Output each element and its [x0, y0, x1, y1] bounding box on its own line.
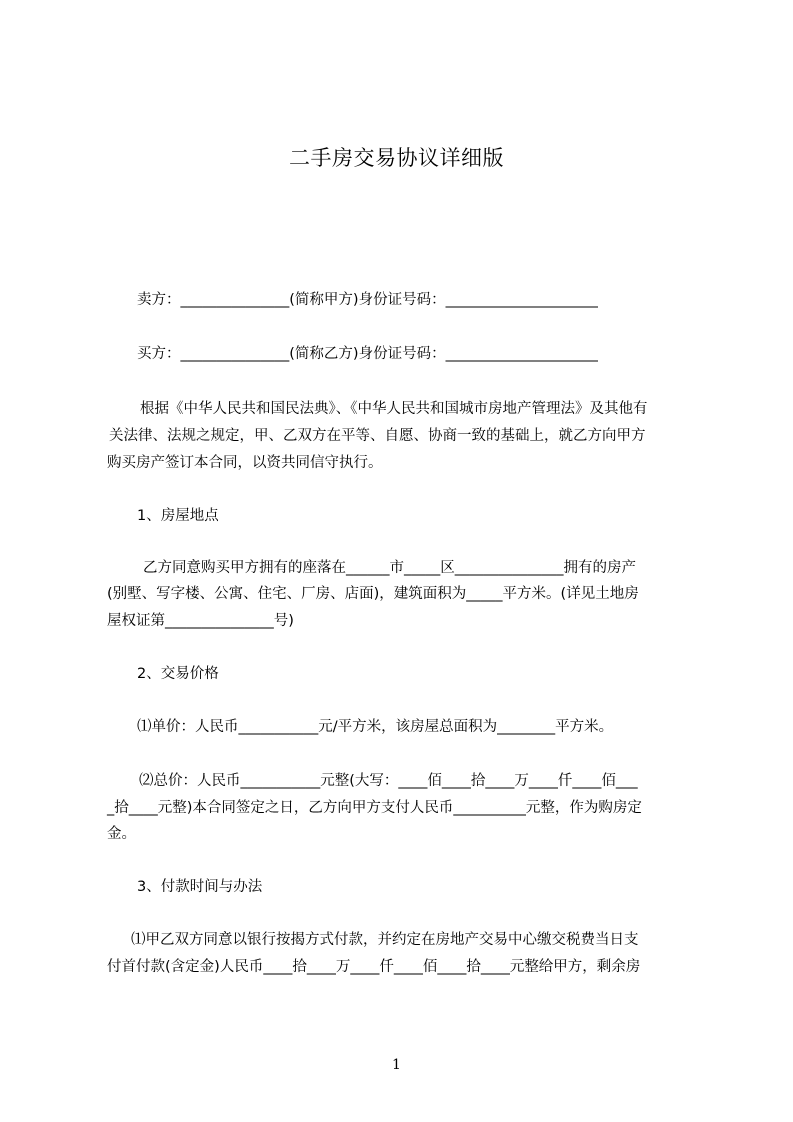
preamble-line: 购买房产签订本合同，以资共同信守执行。 [107, 455, 383, 471]
section-heading: 2、交易价格 [137, 666, 219, 682]
page-number: 1 [392, 1057, 401, 1073]
section-heading: 1、房屋地点 [137, 508, 219, 524]
document-title: 二手房交易协议详细版 [289, 146, 504, 170]
seller-line: 卖方：_______________(简称甲方)身份证号码：_____________________ [137, 292, 598, 308]
preamble-line: 根据《中华人民共和国民法典》、《中华人民共和国城市房地产管理法》及其他有 [140, 401, 648, 417]
section-heading: 3、付款时间与办法 [137, 879, 263, 895]
unit-price-line: ⑴单价：人民币___________元/平方米，该房屋总面积为________平方米。 [137, 719, 614, 735]
total-price-line: ⑵总价：人民币___________元整(大写：____佰____拾____万____仟____佰___ [139, 773, 638, 789]
section-body-line: 屋权证第_______________号) [107, 613, 294, 629]
total-price-line: _拾____元整)本合同签定之日，乙方向甲方支付人民币__________元整，作为购房定 [107, 800, 642, 816]
total-price-line: 金。 [107, 826, 136, 842]
section-body-line: 付首付款(含定金)人民币____拾____万____仟____佰____拾____元整给甲方，剩余房 [107, 959, 641, 975]
section-body-line: ⑴甲乙双方同意以银行按揭方式付款，并约定在房地产交易中心缴交税费当日支 [131, 932, 639, 948]
buyer-line: 买方：_______________(简称乙方)身份证号码：_____________________ [137, 346, 598, 362]
section-body-line: 乙方同意购买甲方拥有的座落在______市_____区_______________拥有的房产 [143, 560, 636, 576]
section-body-line: (别墅、写字楼、公寓、住宅、厂房、店面)，建筑面积为_____平方米。(详见土地房 [107, 586, 639, 602]
preamble-line: 关法律、法规之规定，甲、乙双方在平等、自愿、协商一致的基础上，就乙方向甲方 [109, 428, 646, 444]
